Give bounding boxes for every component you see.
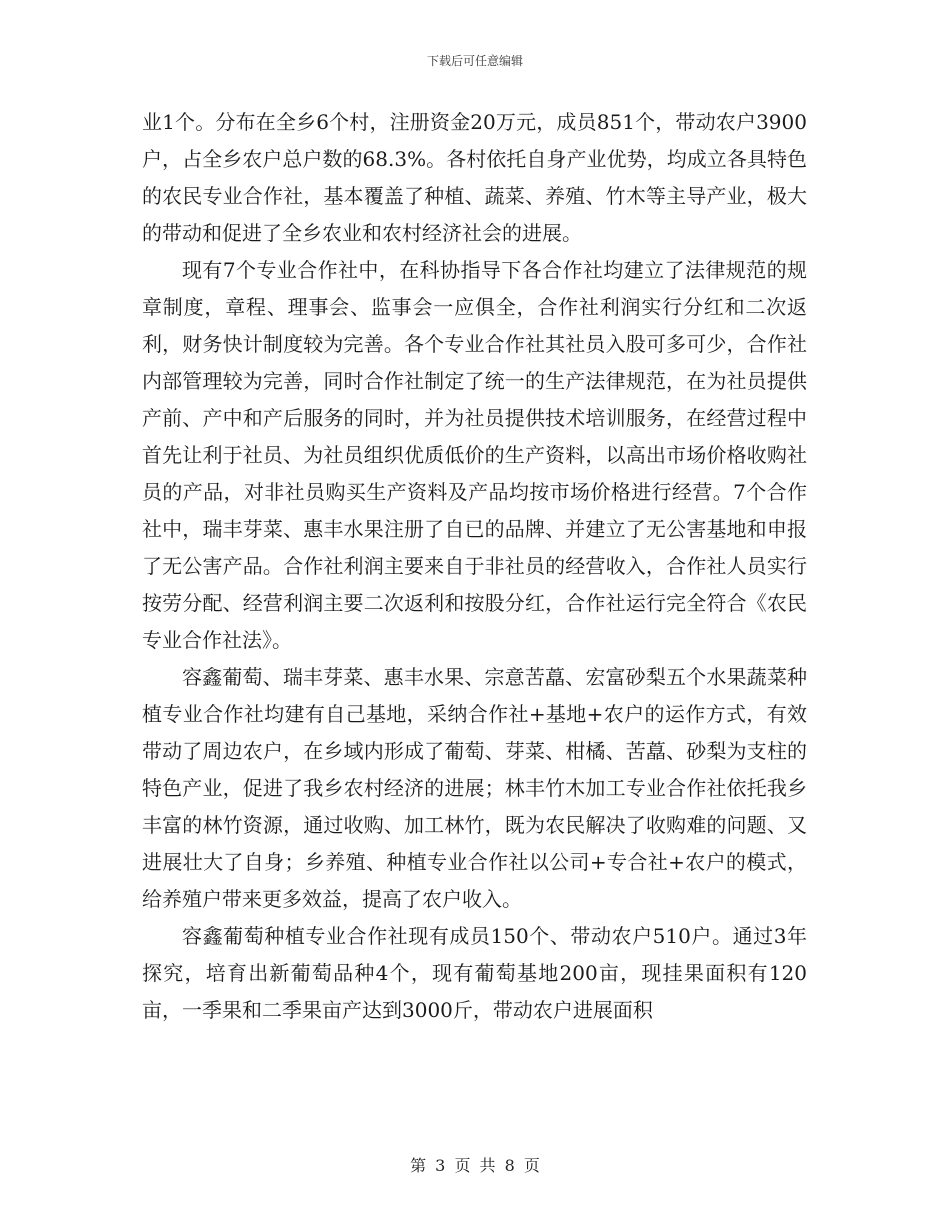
paragraph-2: 现有7个专业合作社中，在科协指导下各合作社均建立了法律规范的规章制度，章程、理事会、监事会一应俱全，合作社利润实行分红和二次返利，财务快计制度较为完善。各个专业合作社其社员入股可多可少，合作社内部管理较为完善，同时合作社制定了统一的生产法律规范，在为社员提供产前、产中和产后服务的同时，并为社员提供技术培训服务，在经营过程中首先让利于社员、为社员组织优质低价的生产资料，以高出市场价格收购社员的产品，对非社员购买生产资料及产品均按市场价格进行经营。7个合作社中，瑞丰芽菜、惠丰水果注册了自已的品牌、并建立了无公害基地和申报了无公害产品。合作社利润主要来自于非社员的经营收入，合作社人员实行按劳分配、经营利润主要二次返利和按股分红，合作社运行完全符合《农民专业合作社法》。 [142, 258, 807, 652]
paragraph-3: 容鑫葡萄、瑞丰芽菜、惠丰水果、宗意苦藠、宏富砂梨五个水果蔬菜种植专业合作社均建有自己基地，采纳合作社+基地+农户的运作方式，有效带动了周边农户，在乡域内形成了葡萄、芽菜、柑橘、苦藠、砂梨为支柱的特色产业，促进了我乡农村经济的进展；林丰竹木加工专业合作社依托我乡丰富的林竹资源，通过收购、加工林竹，既为农民解决了收购难的问题、又进展壮大了自身；乡养殖、种植专业合作社以公司+专合社+农户的模式，给养殖户带来更多效益，提高了农户收入。 [142, 665, 807, 911]
paragraph-1: 业1个。分布在全乡6个村，注册资金20万元，成员851个，带动农户3900户，占全乡农户总户数的68.3%。各村依托自身产业优势，均成立各具特色的农民专业合作社，基本覆盖了种植、蔬菜、养殖、竹木等主导产业，极大的带动和促进了全乡农业和农村经济社会的进展。 [142, 110, 807, 245]
paragraph-4: 容鑫葡萄种植专业合作社现有成员150个、带动农户510户。通过3年探究，培育出新葡萄品种4个，现有葡萄基地200亩，现挂果面积有120亩，一季果和二季果亩产达到3000斤，带动农户进展面积 [142, 924, 807, 1022]
page-header: 下载后可任意编辑 [426, 54, 523, 68]
document-body [142, 104, 807, 1029]
page-footer: 第 3 页 共 8 页 [410, 1156, 540, 1175]
